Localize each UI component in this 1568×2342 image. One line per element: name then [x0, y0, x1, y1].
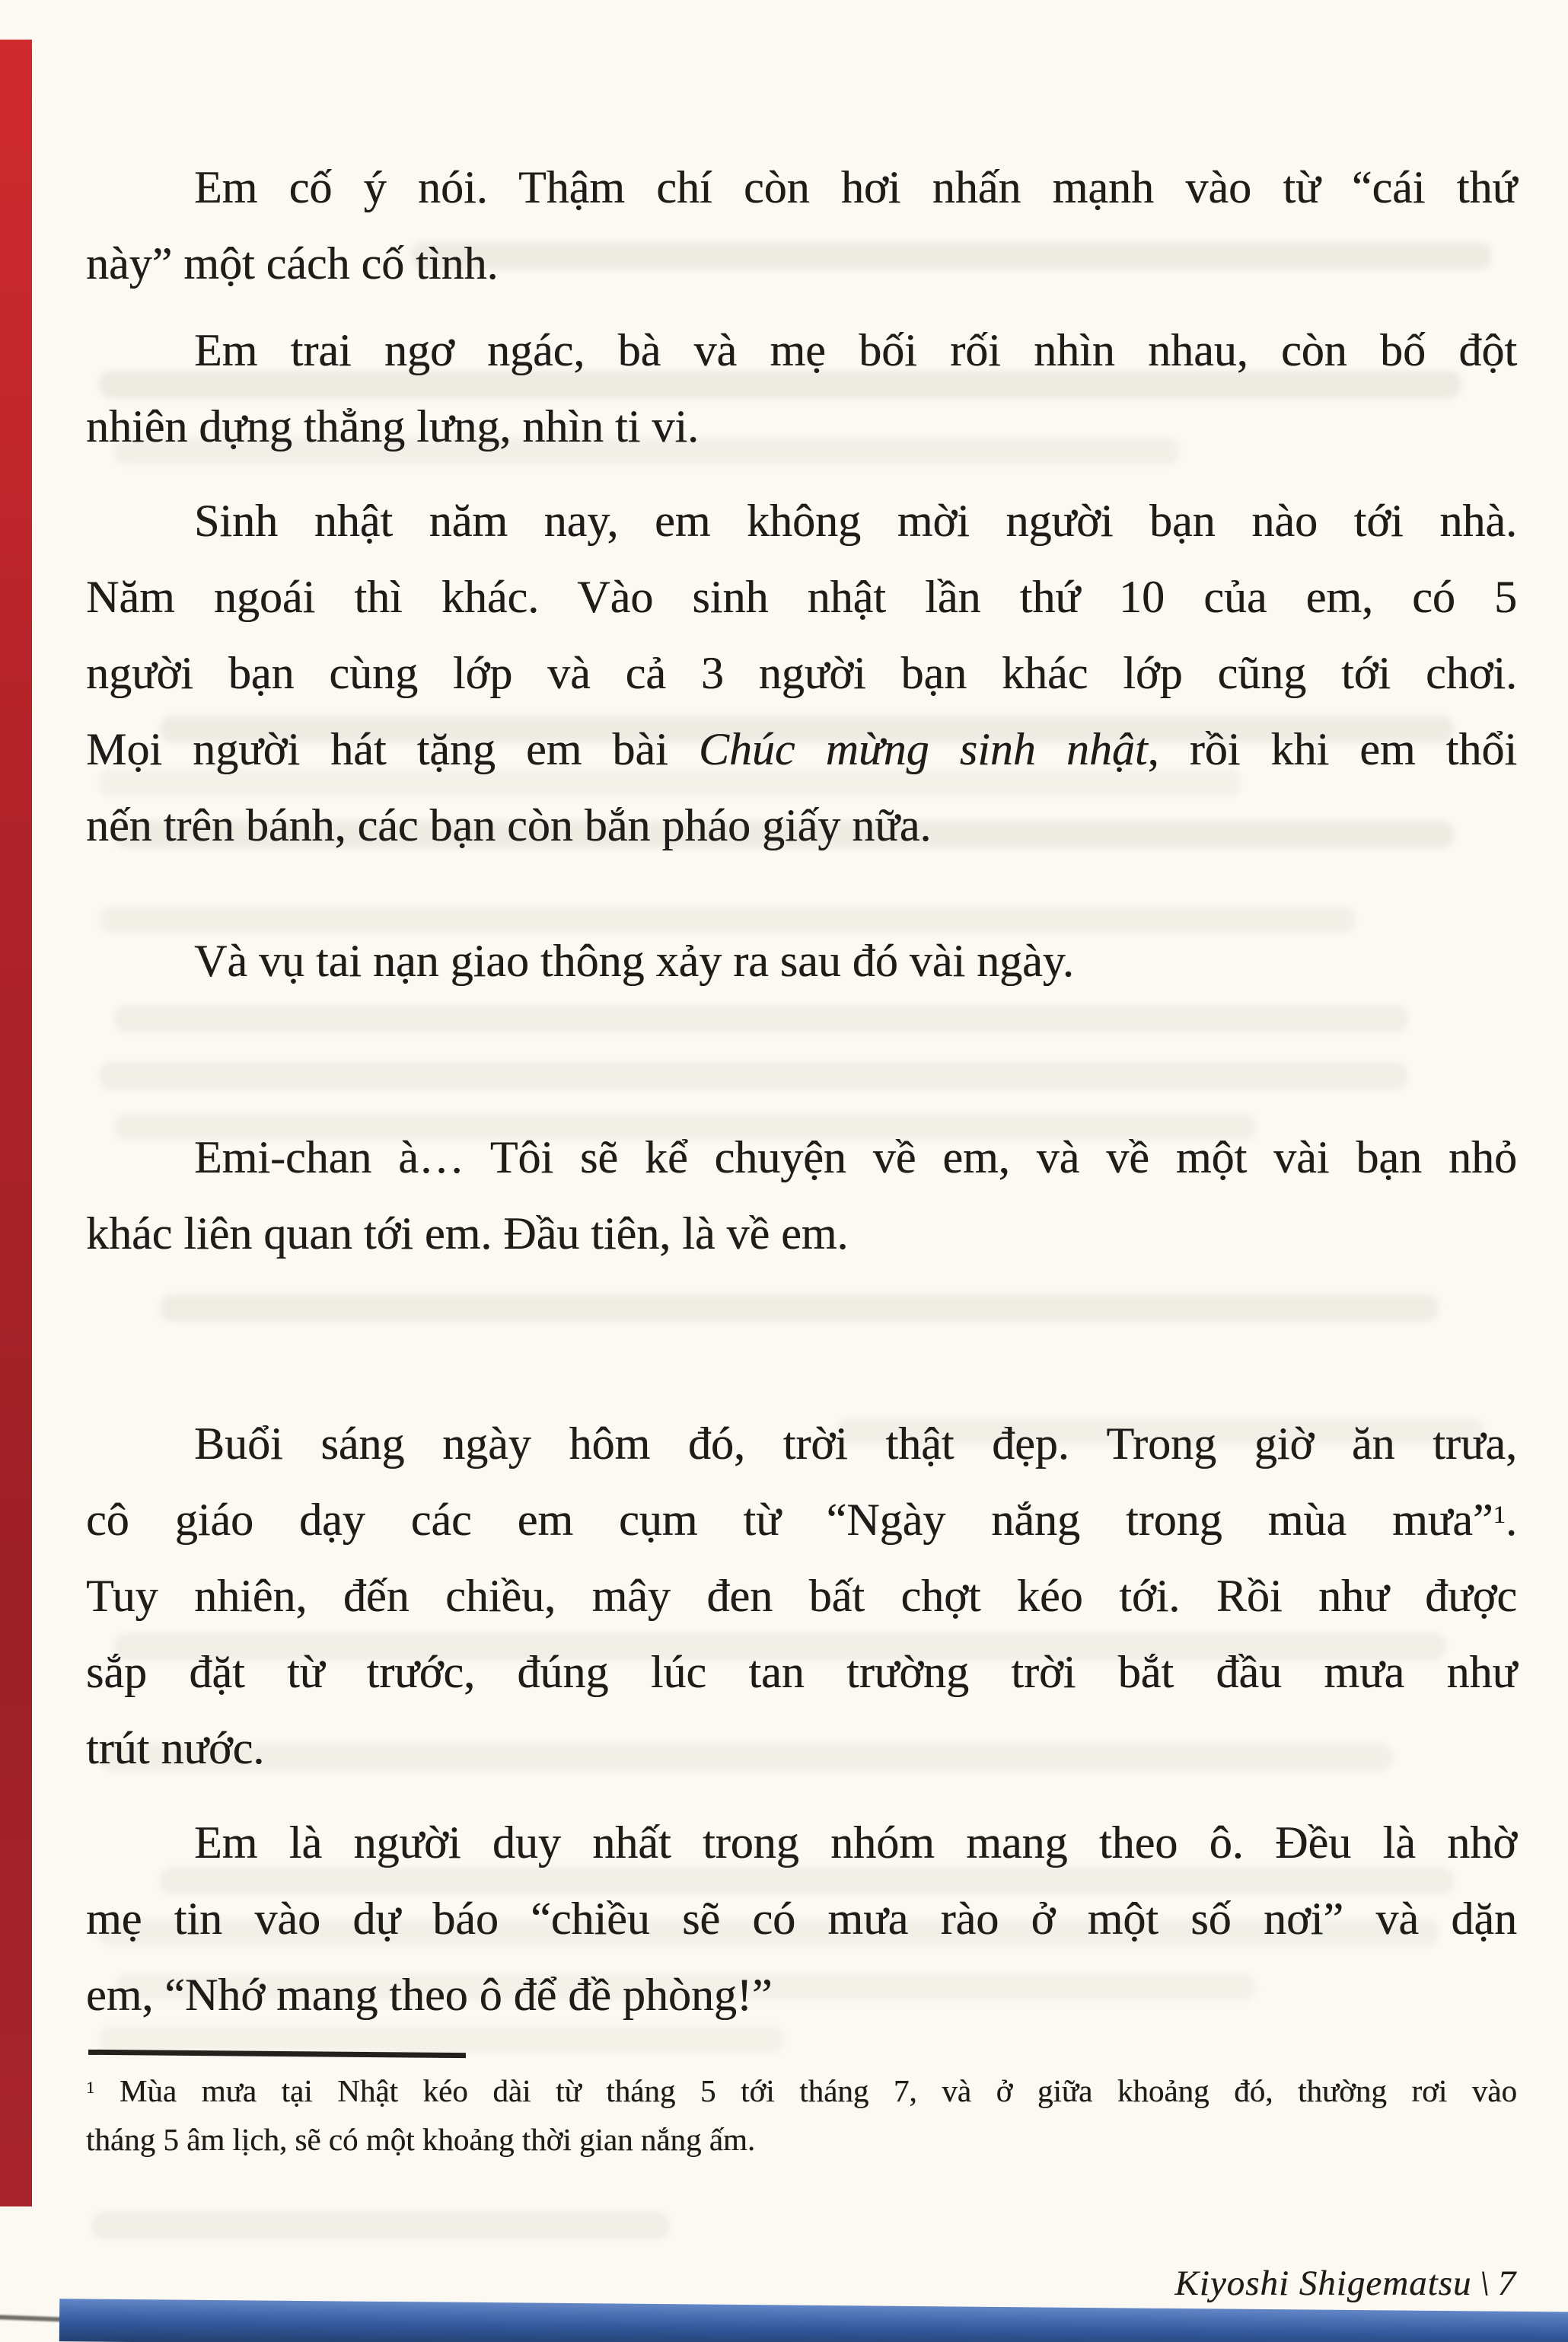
- text-line: nến trên bánh, các bạn còn bắn pháo giấy nữa.: [86, 800, 932, 850]
- footer-author: Kiyoshi Shigematsu: [1174, 2264, 1472, 2303]
- paragraph: [86, 312, 1517, 464]
- page-footer: [1174, 2263, 1516, 2304]
- body-paragraphs: [86, 149, 1517, 2033]
- text-line: cô giáo dạy các em cụm từ “Ngày nắng trong mùa mưa”$^1$.: [86, 1495, 1517, 1545]
- paragraph: [86, 483, 1517, 863]
- footnote-text: [86, 2066, 1517, 2164]
- text-line: Mọi người hát tặng em bài Chúc mừng sinh nhật, rồi khi em thổi: [86, 724, 1517, 774]
- text-line: em, “Nhớ mang theo ô để đề phòng!”: [86, 1970, 773, 2020]
- text-line: trút nước.: [86, 1723, 265, 1773]
- text-line: này” một cách cố tình.: [86, 238, 499, 289]
- text-line: Và vụ tai nạn giao thông xảy ra sau đó vài ngày.: [194, 936, 1074, 986]
- footer-separator: \: [1479, 2264, 1490, 2303]
- text-line: người bạn cùng lớp và cả 3 người bạn khác lớp cũng tới chơi.: [86, 648, 1517, 698]
- paragraph: [86, 923, 1517, 999]
- paragraph: [86, 1406, 1517, 1786]
- text-line: Emi-chan à… Tôi sẽ kể chuyện về em, và về một vài bạn nhỏ: [194, 1132, 1517, 1182]
- paragraph: [86, 1119, 1517, 1272]
- text-line: Em trai ngơ ngác, bà và mẹ bối rối nhìn nhau, còn bố đột: [194, 325, 1517, 375]
- bottom-edge-strip: [59, 2299, 1568, 2342]
- text-line: tháng 5 âm lịch, sẽ có một khoảng thời gian nắng ấm.: [86, 2122, 756, 2157]
- text-line: Em là người duy nhất trong nhóm mang theo ô. Đều là nhờ: [194, 1817, 1517, 1868]
- text-line: sắp đặt từ trước, đúng lúc tan trường trời bắt đầu mưa như: [86, 1647, 1517, 1697]
- text-line: $^1$ Mùa mưa tại Nhật kéo dài từ tháng 5 tới tháng 7, và ở giữa khoảng đó, thường rơi vào: [86, 2073, 1517, 2108]
- text-line: Tuy nhiên, đến chiều, mây đen bất chợt kéo tới. Rồi như được: [86, 1571, 1517, 1621]
- text-line: mẹ tin vào dự báo “chiều sẽ có mưa rào ở một số nơi” và dặn: [86, 1894, 1517, 1944]
- paragraph: [86, 1804, 1517, 2033]
- text-line: Em cố ý nói. Thậm chí còn hơi nhấn mạnh vào từ “cái thứ: [194, 162, 1517, 212]
- paragraph: [86, 149, 1517, 302]
- text-line: nhiên dựng thẳng lưng, nhìn ti vi.: [86, 401, 699, 451]
- text-line: Buổi sáng ngày hôm đó, trời thật đẹp. Trong giờ ăn trưa,: [194, 1418, 1517, 1469]
- left-edge-strip: [0, 40, 32, 2206]
- text-line: Năm ngoái thì khác. Vào sinh nhật lần thứ 10 của em, có 5: [86, 572, 1517, 622]
- show-through-smudge: [91, 2212, 670, 2239]
- text-line: khác liên quan tới em. Đầu tiên, là về em.: [86, 1208, 849, 1259]
- text-line: Sinh nhật năm nay, em không mời người bạn nào tới nhà.: [194, 496, 1517, 546]
- footer-page-number: 7: [1497, 2264, 1516, 2303]
